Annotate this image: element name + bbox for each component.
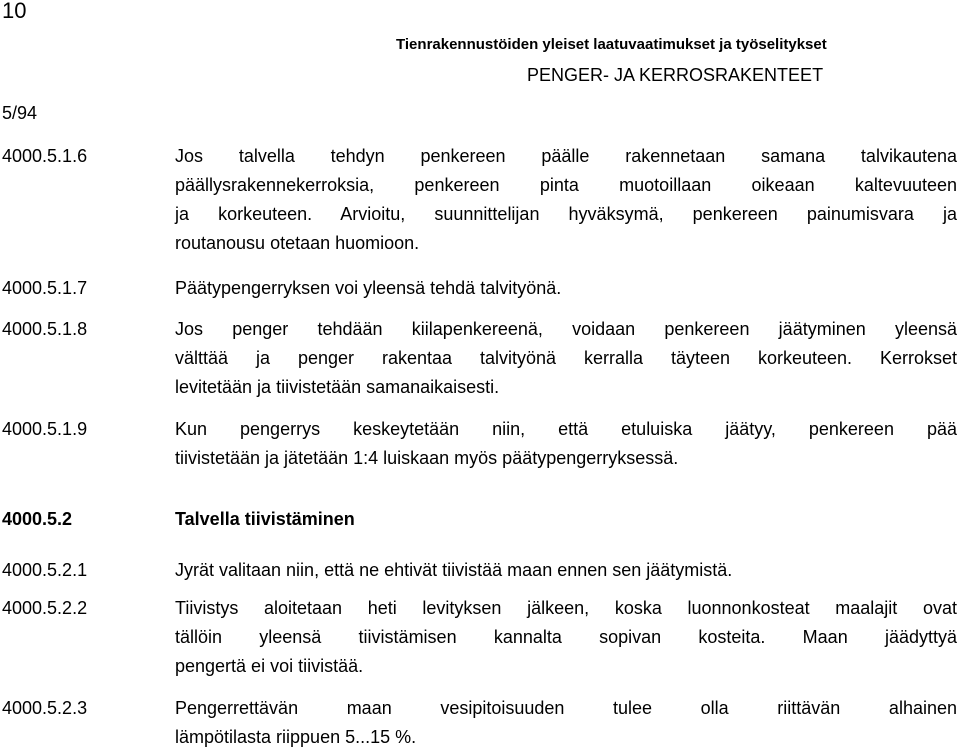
clause-text — [175, 415, 957, 473]
clause-text — [175, 315, 957, 402]
text-line: Tiivistys aloitetaan heti levityksen jälkeen, koska luonnonkosteat maalajit ovat — [175, 598, 957, 618]
clause-number: 4000.5.1.6 — [2, 146, 88, 166]
page-reference: 5/94 — [2, 103, 38, 123]
text-line: välttää ja penger rakentaa talvityönä kerralla täyteen korkeuteen. Kerrokset — [175, 348, 957, 368]
clause-number: 4000.5.1.8 — [2, 319, 88, 339]
text-line: päällysrakennekerroksia, penkereen pinta muotoillaan oikeaan kaltevuuteen — [175, 175, 957, 195]
document-title: Tienrakennustöiden yleiset laatuvaatimukset ja työselitykset — [396, 36, 827, 53]
text-line: Pengerrettävän maan vesipitoisuuden tulee olla riittävän alhainen — [175, 698, 957, 718]
text-line: Jyrät valitaan niin, että ne ehtivät tiivistää maan ennen sen jäätymistä. — [175, 560, 733, 580]
text-line: Jos talvella tehdyn penkereen päälle rakennetaan samana talvikautena — [175, 146, 957, 166]
text-line: Talvella tiivistäminen — [175, 509, 355, 529]
page-number: 10 — [2, 0, 27, 23]
text-line: Kun pengerrys keskeytetään niin, että etuluiska jäätyy, penkereen pää — [175, 419, 957, 439]
clause-text — [175, 142, 957, 258]
clause-text — [175, 274, 957, 303]
text-line: Päätypengerryksen voi yleensä tehdä talvityönä. — [175, 278, 562, 298]
section-heading: PENGER- JA KERROSRAKENTEET — [527, 65, 824, 85]
text-line: levitetään ja tiivistetään samanaikaisesti. — [175, 377, 500, 397]
section-number: 4000.5.2 — [2, 509, 73, 529]
text-line: lämpötilasta riippuen 5...15 %. — [175, 727, 417, 747]
clause-number: 4000.5.2.1 — [2, 560, 88, 580]
text-line: Jos penger tehdään kiilapenkereenä, voidaan penkereen jäätyminen yleensä — [175, 319, 957, 339]
clause-number: 4000.5.1.7 — [2, 278, 88, 298]
text-line: tällöin yleensä tiivistämisen kannalta sopivan kosteita. Maan jäädyttyä — [175, 627, 957, 647]
clause-text — [175, 556, 957, 585]
clause-number: 4000.5.1.9 — [2, 419, 88, 439]
clause-number: 4000.5.2.3 — [2, 698, 88, 718]
text-line: ja korkeuteen. Arvioitu, suunnittelijan hyväksymä, penkereen painumisvara ja — [175, 204, 957, 224]
clause-text — [175, 594, 957, 681]
section-title — [175, 505, 957, 534]
text-line: pengertä ei voi tiivistää. — [175, 656, 364, 676]
clause-number: 4000.5.2.2 — [2, 598, 88, 618]
text-line: routanousu otetaan huomioon. — [175, 233, 420, 253]
clause-text — [175, 694, 957, 752]
text-line: tiivistetään ja jätetään 1:4 luiskaan myös päätypengerryksessä. — [175, 448, 679, 468]
